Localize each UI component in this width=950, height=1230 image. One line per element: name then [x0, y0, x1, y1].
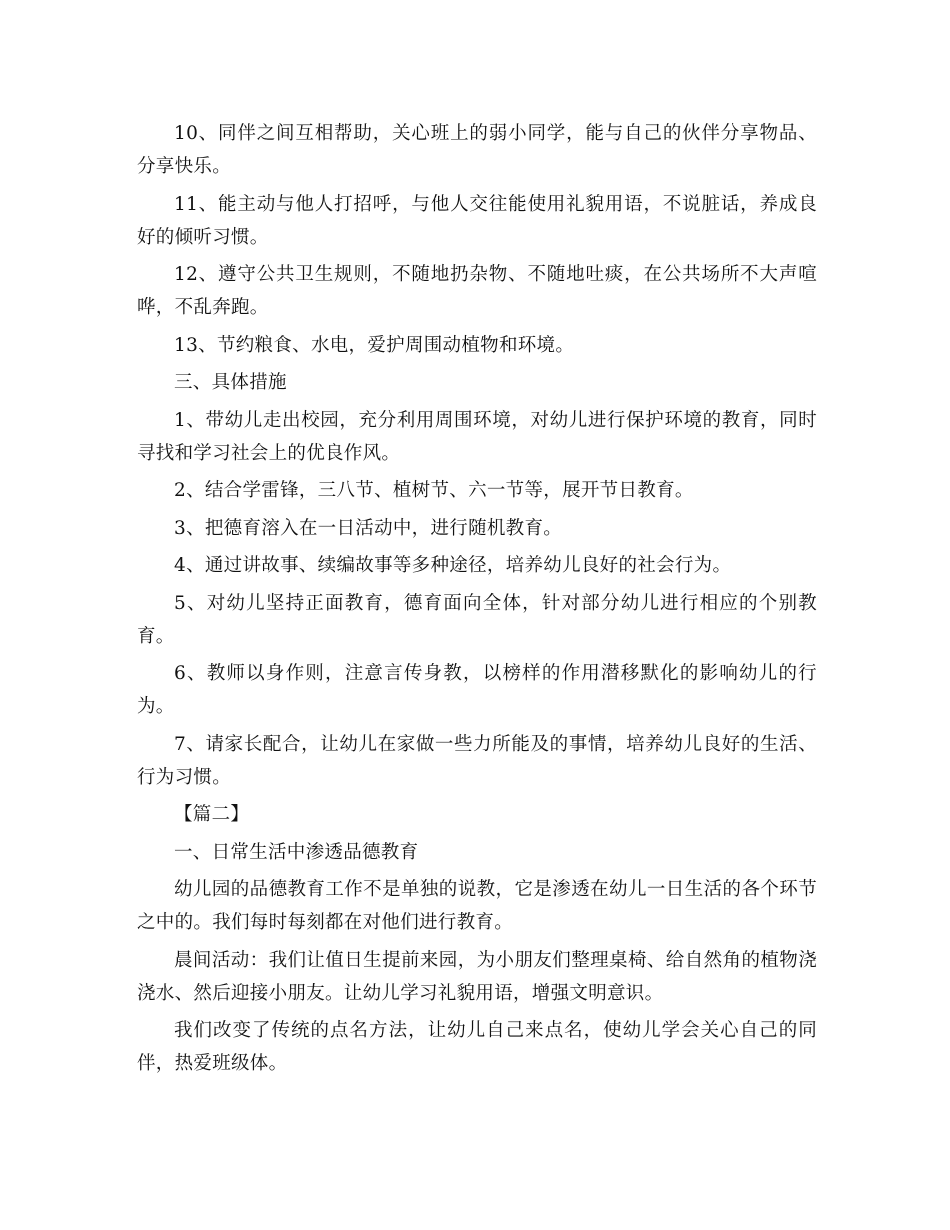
paragraph-item-12: 12、遵守公共卫生规则，不随地扔杂物、不随地吐痰，在公共场所不大声喧哗，不乱奔跑。	[137, 264, 817, 318]
measure-item-6: 6、教师以身作则，注意言传身教，以榜样的作用潜移默化的影响幼儿的行为。	[137, 663, 817, 717]
measure-item-2: 2、结合学雷锋，三八节、植树节、六一节等，展开节日教育。	[174, 480, 694, 501]
paragraph-item-11: 11、能主动与他人打招呼，与他人交往能使用礼貌用语，不说脏话，养成良好的倾听习惯。	[137, 193, 817, 248]
paragraph-item-10: 10、同伴之间互相帮助，关心班上的弱小同学，能与自己的伙伴分享物品、分享快乐。	[137, 123, 817, 177]
measure-item-3: 3、把德育溶入在一日活动中，进行随机教育。	[174, 517, 563, 539]
measure-item-1: 1、带幼儿走出校园，充分利用周围环境，对幼儿进行保护环境的教育，同时寻找和学习社会上的优良作风。	[137, 409, 817, 464]
document-body	[137, 117, 817, 1080]
measure-item-5: 5、对幼儿坚持正面教育，德育面向全体，针对部分幼儿进行相应的个别教育。	[137, 592, 817, 647]
body-paragraph-kindergarten: 幼儿园的品德教育工作不是单独的说教，它是渗透在幼儿一日生活的各个环节之中的。我们每时每刻都在对他们进行教育。	[137, 879, 817, 933]
paragraph-item-13: 13、节约粮食、水电，爱护周围动植物和环境。	[174, 334, 575, 356]
body-paragraph-rollcall: 我们改变了传统的点名方法，让幼儿自己来点名，使幼儿学会关心自己的同伴，热爱班级体。	[137, 1020, 817, 1074]
measure-item-7: 7、请家长配合，让幼儿在家做一些力所能及的事情，培养幼儿良好的生活、行为习惯。	[137, 733, 817, 788]
part-two-heading: 【篇二】	[174, 804, 250, 825]
section-heading-daily-life: 一、日常生活中渗透品德教育	[174, 841, 419, 863]
body-paragraph-morning: 晨间活动：我们让值日生提前来园，为小朋友们整理桌椅、给自然角的植物浇浇水、然后迎接小朋友。让幼儿学习礼貌用语，增强文明意识。	[137, 949, 817, 1004]
measure-item-4: 4、通过讲故事、续编故事等多种途径，培养幼儿良好的社会行为。	[174, 555, 732, 576]
section-heading-measures: 三、具体措施	[174, 372, 287, 393]
